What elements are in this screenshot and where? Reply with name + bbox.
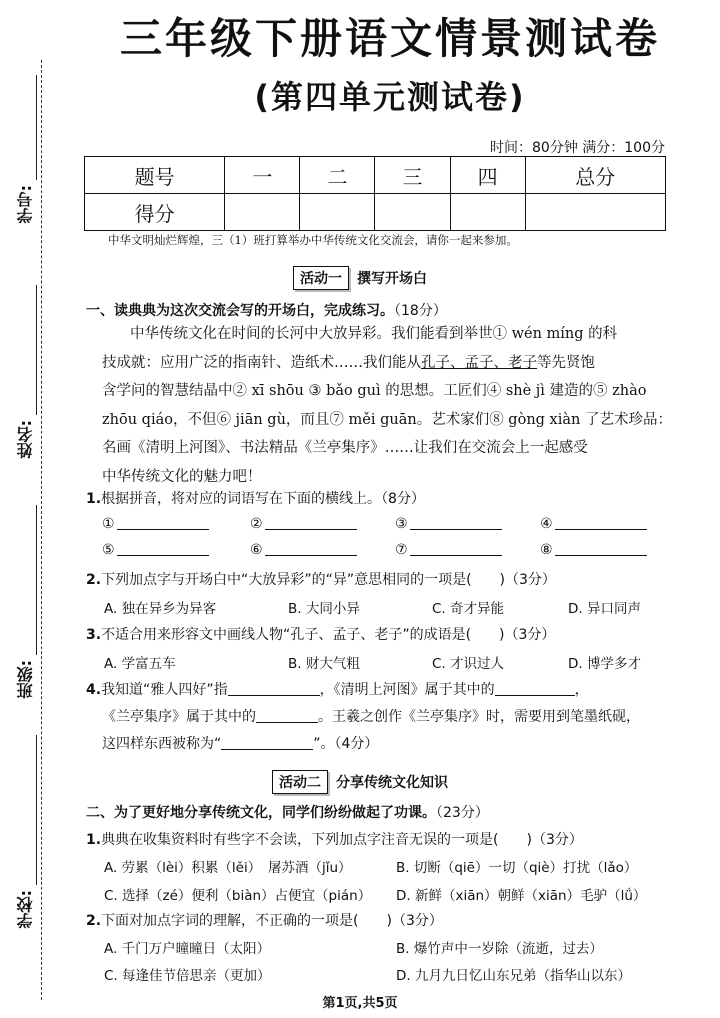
option-d[interactable]: D. 九月九日忆山东兄弟（指华山以东） (396, 968, 631, 984)
option-a[interactable]: A. 劳累（lèi）积累（lěi） 屠苏酒（jǐu） (104, 860, 352, 876)
activity-1-title: 撰写开场白 (357, 271, 427, 287)
question-3 (86, 624, 555, 644)
score-input-cell[interactable] (225, 194, 300, 231)
section-2-points: （23分） (436, 805, 489, 821)
question-points: （8分） (381, 491, 425, 507)
question-text: 根据拼音，将对应的词语写在下面的横线上。 (101, 491, 382, 507)
student-id-line (36, 75, 37, 180)
option-c[interactable]: C. 才识过人 (432, 656, 505, 672)
answer-blank[interactable] (221, 735, 313, 750)
question-text: ”。（4分） (313, 736, 379, 752)
question-4-line-2 (102, 706, 640, 726)
section-1-title (86, 300, 447, 320)
blank-number: ⑧ (540, 542, 553, 558)
class-field[interactable] (14, 660, 44, 720)
question-1 (86, 488, 425, 508)
answer-blank[interactable] (102, 515, 209, 532)
question-text: 下面对加点字词的理解，不正确的一项是( ) (101, 913, 392, 929)
section-2-title-text: 二、为了更好地分享传统文化，同学们纷纷做起了功课。 (86, 805, 436, 821)
question-text: 典典在收集资料时有些字不会读，下列加点字注音无误的一项是( ) (101, 832, 532, 848)
passage (102, 320, 682, 492)
question-number: 1. (86, 491, 102, 507)
passage-line (102, 349, 682, 378)
page-title: 三年级下册语文情景测试卷 (119, 14, 660, 63)
option-c[interactable]: C. 每逢佳节倍思亲（更加） (104, 968, 271, 984)
question-text: 这四样东西被称为“ (102, 736, 222, 752)
underlined-people: 孔子、孟子、老子 (421, 354, 537, 371)
question-2-1 (86, 829, 583, 849)
passage-line: 中华传统文化在时间的长河中大放异彩。我们能看到举世① wén míng 的科 (130, 326, 618, 342)
blank-row-2 (102, 541, 682, 563)
blank-number: ⑤ (102, 542, 115, 558)
answer-blank[interactable] (250, 541, 357, 558)
answer-blank[interactable] (540, 515, 647, 532)
blank-number: ② (250, 516, 263, 532)
question-points: （3分） (504, 627, 556, 643)
answer-blank[interactable] (256, 708, 318, 723)
score-header-cell: 一 (225, 157, 300, 194)
question-number: 4. (86, 682, 102, 698)
option-c[interactable]: C. 奇才异能 (432, 601, 505, 617)
section-1-points: （18分） (394, 303, 447, 319)
score-header-cell: 总分 (525, 157, 665, 194)
activity-1-heading (0, 266, 720, 290)
score-header-cell: 四 (450, 157, 525, 194)
answer-blank[interactable] (250, 515, 357, 532)
question-points: （3分） (532, 832, 583, 848)
question-points: （3分） (505, 572, 556, 588)
option-d[interactable]: D. 博学多才 (568, 656, 641, 672)
score-header-cell: 题号 (85, 157, 225, 194)
passage-text: 技成就：应用广泛的指南针、造纸术……我们能从 (102, 354, 421, 371)
intro-text: 中华文明灿烂辉煌，三（1）班打算举办中华传统文化交流会，请你一起来参加。 (108, 233, 518, 247)
blank-number: ① (102, 516, 115, 532)
question-text: ，《清明上河图》属于其中的 (319, 682, 495, 698)
blank-number: ④ (540, 516, 553, 532)
passage-line: zhōu qiáo，不但⑥ jiān gù，而且⑦ měi guān。艺术家们⑧ gòng xiàn 了艺术珍品： (102, 411, 672, 428)
class-line (36, 505, 37, 655)
option-d[interactable]: D. 新鲜（xiān）朝鲜（xiān）毛驴（lǘ） (396, 888, 647, 904)
score-row-label: 得分 (85, 194, 225, 231)
name-line (36, 285, 37, 415)
question-number: 2. (86, 572, 102, 588)
option-b[interactable]: B. 大同小异 (288, 601, 360, 617)
activity-2-title: 分享传统文化知识 (336, 775, 448, 791)
blank-row-1 (102, 515, 682, 537)
option-b[interactable]: B. 财大气粗 (288, 656, 360, 672)
question-number: 2. (86, 913, 102, 929)
activity-2-heading (0, 770, 720, 794)
passage-text: 等先贤饱 (537, 354, 595, 371)
answer-blank[interactable] (102, 541, 209, 558)
score-input-cell[interactable] (375, 194, 450, 231)
school-field[interactable] (14, 890, 44, 950)
name-field[interactable] (14, 420, 44, 480)
name-label: 姓名: (16, 420, 35, 459)
option-a[interactable]: A. 独在异乡为异客 (104, 601, 217, 617)
question-text: 《兰亭集序》属于其中的 (102, 709, 256, 725)
question-points: （3分） (392, 913, 443, 929)
blank-number: ③ (395, 516, 408, 532)
answer-blank[interactable] (395, 515, 502, 532)
option-b[interactable]: B. 切断（qiē）一切（qiè）打扰（lǎo） (396, 860, 638, 876)
option-d[interactable]: D. 异口同声 (568, 601, 641, 617)
question-number: 1. (86, 832, 102, 848)
blank-number: ⑥ (250, 542, 263, 558)
question-text: 下列加点字与开场白中“大放异彩”的“异”意思相同的一项是( ) (101, 572, 505, 588)
score-header-cell: 三 (375, 157, 450, 194)
answer-blank[interactable] (228, 681, 320, 696)
option-a[interactable]: A. 学富五车 (104, 656, 176, 672)
school-line (36, 735, 37, 885)
option-a[interactable]: A. 千门万户曈曈日（太阳） (104, 941, 271, 957)
option-b[interactable]: B. 爆竹声中一岁除（流逝，过去） (396, 941, 603, 957)
score-input-cell[interactable] (450, 194, 525, 231)
answer-blank[interactable] (495, 681, 575, 696)
answer-blank[interactable] (395, 541, 502, 558)
answer-blank[interactable] (540, 541, 647, 558)
activity-2-tag: 活动二 (272, 770, 328, 794)
student-id-label: 学号: (16, 185, 35, 224)
score-input-cell[interactable] (525, 194, 665, 231)
question-4 (86, 679, 589, 699)
question-4-line-3 (102, 733, 378, 753)
question-2 (86, 569, 556, 589)
time-score-info: 时间：80分钟 满分：100分 (490, 140, 665, 156)
school-label: 学校: (16, 890, 35, 929)
score-table-score-row (85, 194, 666, 231)
score-table-header-row (85, 157, 666, 194)
question-2-2 (86, 910, 443, 930)
activity-1-tag: 活动一 (293, 266, 349, 290)
score-header-cell: 二 (300, 157, 375, 194)
score-table (84, 156, 666, 231)
page-subtitle: (第四单元测试卷) (254, 78, 526, 116)
question-number: 3. (86, 627, 102, 643)
blank-number: ⑦ (395, 542, 408, 558)
section-1-title-text: 一、读典典为这次交流会写的开场白，完成练习。 (86, 303, 394, 319)
page-footer: 第1页,共5页 (322, 996, 398, 1011)
passage-line: 中华传统文化的魅力吧！ (102, 468, 262, 485)
passage-line: 含学问的智慧结晶中② xī shōu ③ bǎo guì 的思想。工匠们④ shè jì 建造的⑤ zhào (102, 383, 647, 400)
class-label: 班级: (16, 660, 35, 699)
question-text: 我知道“雅人四好”指 (101, 682, 228, 698)
question-text: ， (574, 682, 589, 698)
section-2-title (86, 802, 489, 822)
score-input-cell[interactable] (300, 194, 375, 231)
student-id-field[interactable] (14, 185, 44, 255)
option-c[interactable]: C. 选择（zé）便利（biàn）占便宜（pián） (104, 888, 372, 904)
question-text: 。王羲之创作《兰亭集序》时，需要用到笔墨纸砚， (318, 709, 640, 725)
passage-line: 名画《清明上河图》、书法精品《兰亭集序》……让我们在交流会上一起感受 (102, 440, 588, 457)
question-text: 不适合用来形容文中画线人物“孔子、孟子、老子”的成语是( ) (101, 627, 505, 643)
